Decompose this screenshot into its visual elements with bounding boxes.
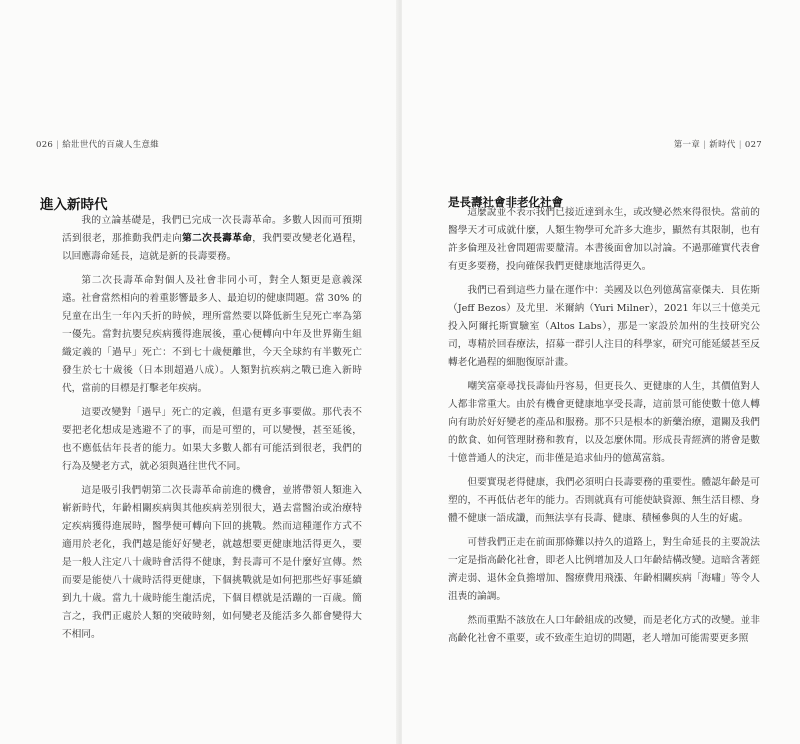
paragraph: 然而重點不該放在人口年齡組成的改變，而是老化方式的改變。並非高齡化社會不重要，或不致產生迫切的問題，老人增加可能需要更多照	[448, 615, 760, 644]
book-title: 給壯世代的百歲人生意維	[62, 140, 160, 150]
section-title-longevity-society: 是長壽社會非老化社會	[448, 195, 563, 209]
paragraph: 這麼說並不表示我們已接近達到永生，或改變必然來得很快。當前的醫學天才可成就什麼，人類生物學可允許多大進步，顯然有其限制，也有許多倫理及社會問題需要釐清。本書後面會加以討論。不過那確實代表會有更多要務，投向確保我們更健康地活得更久。	[448, 207, 760, 272]
paragraph: 這要改變對「過早」死亡的定義，但還有更多事要做。那代表不要把老化想成是逃避不了的事，而是可塑的，可以變慢，甚至延後，也不應低估年長者的能力。如果大多數人都有可能活到很老，我們的行為及變老方式，就必須與過往世代不同。	[62, 407, 362, 472]
paragraph: 但要實現老得健康，我們必須明白長壽要務的重要性。體認年齡是可塑的，不再低估老年的能力。否則就真有可能使缺資源、無生活目標、身體不健康一語成讖，而無法享有長壽、健康、積極參與的人生的好處。	[448, 477, 760, 524]
paragraph: 可替我們正走在前面那條難以持久的道路上，對生命延長的主要說法一定是指高齡化社會，即老人比例增加及人口年齡結構改變。這暗含著經濟走弱、退休金負擔增加、醫療費用飛漲、年齡相關疾病「海嘯」等令人沮喪的論調。	[448, 537, 760, 602]
paragraph: 嘲笑富豪尋找長壽仙丹容易，但更長久、更健康的人生，其價值對人人都非常重大。由於有機會更健康地享受長壽，這前景可能使數十億人轉向有助於好好變老的產品和服務。那不只是根本的新藥治療，還關及我們的飲食、如何管理財務和教育，以及怎麼休閒。形成長青經濟的將會是數十億普通人的決定，而非僅是追求仙丹的億萬富翁。	[448, 381, 760, 464]
chapter-name: 新時代	[709, 140, 736, 150]
paragraph: 我們已看到這些力量在運作中：美國及以色列億萬富豪傑夫．貝佐斯（Jeff Bezos）及尤里．米爾納（Yuri Milner），2021 年以三十億美元投入阿爾托斯實驗室（Altos Labs），那是一家設於加州的生技研究公司，專精於回春療法，招募一群引人注目的科學家，研究可能延緩甚至反轉老化過程的細胞復原計畫。	[448, 285, 760, 368]
chapter-label: 第一章	[673, 140, 701, 150]
section-title-new-era: 進入新時代	[40, 197, 108, 213]
right-page	[402, 0, 800, 744]
right-running-header: 第一章 | 新時代 | 027	[673, 140, 762, 150]
left-page-number: 026	[36, 140, 54, 150]
right-body-text	[448, 204, 760, 648]
right-page-number: 027	[744, 140, 762, 150]
left-body-text	[62, 212, 362, 644]
left-page	[0, 0, 398, 744]
left-running-header: 026 | 給壯世代的百歲人生意維	[36, 140, 160, 150]
paragraph: 我的立論基礎是，我們已完成一次長壽革命。多數人因而可預期活到很老，那推動我們走向第二次長壽革命，我們要改變老化過程，以回應壽命延長，這就是新的長壽要務。	[62, 215, 363, 262]
emphasis-text: 第二次長壽革命	[182, 233, 253, 244]
paragraph: 這是吸引我們朝第二次長壽革命前進的機會，並將帶領人類進入嶄新時代，年齡相關疾病與其他疾病差別很大，過去當醫治或治療特定疾病獲得進展時，醫學便可轉向下回的挑戰。然而這種運作方式不適用於老化，我們越是能好好變老，就越想要更健康地活得更久，要是一般人注定八十歲時會活得不健康，對長壽可不是什麼好宣傳。然而要是能使八十歲時活得更健康，下個挑戰就是如何把那些好事延續到九十歲。當九十歲時能生龍活虎，下個目標就是活蹦的一百歲。簡言之，我們正處於人類的突破時刻，如何變老及能活多久都會變得大不相同。	[62, 485, 362, 640]
paragraph: 第二次長壽革命對個人及社會非同小可，對全人類更是意義深遠。社會當然相向的着重影響最多人、最迫切的健康問題。當 30% 的兒童在出生一年內夭折的時候，理所當然要以降低新生兒死亡率為第一優先。當對抗嬰兒疾病獲得進展後，重心便轉向中年及世界衛生組織定義的「過早」死亡：不到七十歲便離世，今天全球約有半數死亡發生於七十歲後（日本則超過八成）。人類對抗疾病之戰已進入新時代，當前的目標是打擊老年疾病。	[62, 275, 362, 394]
